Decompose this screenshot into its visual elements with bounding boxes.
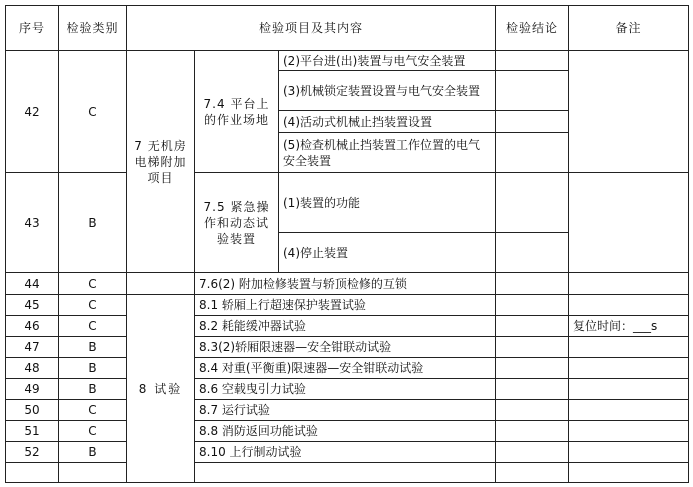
- header-remark: 备注: [569, 6, 689, 51]
- table-row: [6, 442, 689, 463]
- conclusion-cell: [496, 463, 569, 483]
- group-7-label: 7 无机房电梯附加项目: [127, 51, 195, 273]
- remark-cell: [569, 379, 689, 400]
- reset-time-remark: 复位时间：___s: [569, 316, 689, 337]
- seq-cell: 42: [6, 51, 59, 173]
- conclusion-cell: [496, 358, 569, 379]
- conclusion-cell: [496, 273, 569, 295]
- seq-cell: 47: [6, 337, 59, 358]
- conclusion-cell: [496, 337, 569, 358]
- header-conclusion: 检验结论: [496, 6, 569, 51]
- item-cell: (3)机械锁定装置设置与电气安全装置: [279, 71, 496, 111]
- item-cell: 8.7 运行试验: [195, 400, 496, 421]
- item-cell: 8.1 轿厢上行超速保护装置试验: [195, 295, 496, 316]
- empty-row: [6, 463, 689, 483]
- item-cell: (2)平台进(出)装置与电气安全装置: [279, 51, 496, 71]
- seq-cell: 48: [6, 358, 59, 379]
- category-cell: B: [59, 442, 127, 463]
- table-row: [6, 173, 689, 233]
- remark-cell: [569, 463, 689, 483]
- subgroup-7-5-label: 7.5 紧急操作和动态试验装置: [195, 173, 279, 273]
- table-row: [6, 295, 689, 316]
- table-row: [6, 400, 689, 421]
- category-cell: [59, 463, 127, 483]
- item-cell: 8.2 耗能缓冲器试验: [195, 316, 496, 337]
- conclusion-cell: [496, 51, 569, 71]
- item-cell: 8.8 消防返回功能试验: [195, 421, 496, 442]
- category-cell: C: [59, 51, 127, 173]
- remark-cell: [569, 273, 689, 295]
- item-cell: 8.10 上行制动试验: [195, 442, 496, 463]
- table-row: [6, 337, 689, 358]
- conclusion-cell: [496, 442, 569, 463]
- item-cell: 8.6 空载曳引力试验: [195, 379, 496, 400]
- seq-cell: 43: [6, 173, 59, 273]
- seq-cell: 52: [6, 442, 59, 463]
- category-cell: B: [59, 337, 127, 358]
- item-cell: (4)活动式机械止挡装置设置: [279, 111, 496, 133]
- seq-cell: 45: [6, 295, 59, 316]
- category-cell: C: [59, 273, 127, 295]
- inspection-table: [5, 5, 689, 483]
- header-row: [6, 6, 689, 51]
- remark-cell: [569, 337, 689, 358]
- table-row: [6, 358, 689, 379]
- category-cell: B: [59, 358, 127, 379]
- remark-cell: [569, 442, 689, 463]
- header-seq: 序号: [6, 6, 59, 51]
- item-cell: (4)停止装置: [279, 233, 496, 273]
- conclusion-cell: [496, 421, 569, 442]
- category-cell: B: [59, 379, 127, 400]
- category-cell: C: [59, 295, 127, 316]
- table-row: [6, 316, 689, 337]
- item-cell: 8.4 对重(平衡重)限速器—安全钳联动试验: [195, 358, 496, 379]
- conclusion-cell: [496, 111, 569, 133]
- conclusion-cell: [496, 133, 569, 173]
- seq-cell: 44: [6, 273, 59, 295]
- conclusion-cell: [496, 71, 569, 111]
- conclusion-cell: [496, 173, 569, 233]
- conclusion-cell: [496, 400, 569, 421]
- remark-cell: [569, 358, 689, 379]
- category-cell: C: [59, 316, 127, 337]
- table-row: [6, 421, 689, 442]
- category-cell: C: [59, 400, 127, 421]
- category-cell: C: [59, 421, 127, 442]
- item-cell: (1)装置的功能: [279, 173, 496, 233]
- table-row: [6, 379, 689, 400]
- conclusion-cell: [496, 295, 569, 316]
- remark-cell: [569, 173, 689, 273]
- conclusion-cell: [496, 233, 569, 273]
- remark-cell: [569, 421, 689, 442]
- seq-cell: 50: [6, 400, 59, 421]
- seq-cell: 46: [6, 316, 59, 337]
- header-category: 检验类别: [59, 6, 127, 51]
- remark-cell: [569, 51, 689, 173]
- item-cell: (5)检查机械止挡装置工作位置的电气安全装置: [279, 133, 496, 173]
- table-row: [6, 273, 689, 295]
- remark-cell: [569, 295, 689, 316]
- seq-cell: 49: [6, 379, 59, 400]
- category-cell: B: [59, 173, 127, 273]
- header-item: 检验项目及其内容: [127, 6, 496, 51]
- conclusion-cell: [496, 379, 569, 400]
- item-cell: 8.3(2)轿厢限速器—安全钳联动试验: [195, 337, 496, 358]
- table-row: [6, 51, 689, 71]
- item-cell: 7.6(2) 附加检修装置与轿顶检修的互锁: [195, 273, 496, 295]
- subgroup-7-4-label: 7.4 平台上的作业场地: [195, 51, 279, 173]
- item-cell: [195, 463, 496, 483]
- seq-cell: 51: [6, 421, 59, 442]
- remark-cell: [569, 400, 689, 421]
- conclusion-cell: [496, 316, 569, 337]
- group-7-label-empty: [127, 273, 195, 295]
- group-8-label: 8 试验: [127, 295, 195, 483]
- seq-cell: [6, 463, 59, 483]
